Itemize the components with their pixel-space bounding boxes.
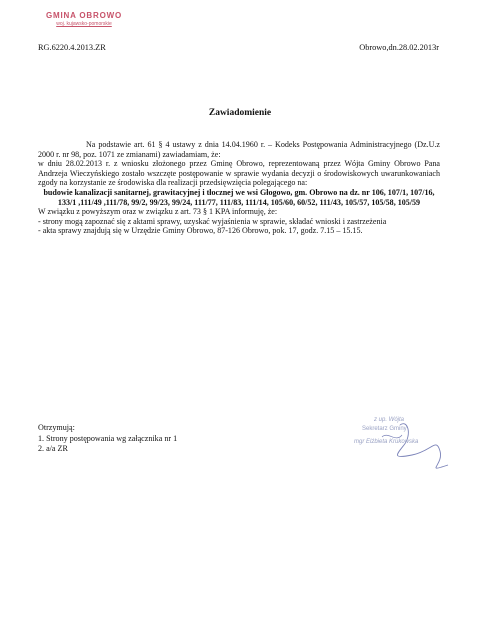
document-body [38,140,440,236]
information-item: - strony mogą zapoznać się z aktami sprawy, uzyskać wyjaśnienia w sprawie, składać wnioski i zastrzeżenia [38,216,387,226]
signature-name: mgr Elżbieta Krukowska [354,439,419,445]
signature-authority: z up. Wójta [374,417,405,423]
recipient-item: 1. Strony postępowania wg załącznika nr 1 [38,433,178,443]
recipient-item: 2. a/a ZR [38,444,68,454]
stamp-municipality: GMINA OBROWO [46,11,122,20]
stamp-province: woj. kujawsko-pomorskie [56,21,112,27]
information-intro: W związku z powyższym oraz w związku z art. 73 § 1 KPA informuję, że: [38,207,278,217]
document-title: Zawiadomienie [208,108,272,118]
signature-stamp [352,415,462,477]
information-item: - akta sprawy znajdują się w Urzędzie Gminy Obrowo, 87-126 Obrowo, pok. 17, godz. 7.15 – 15.15. [38,226,363,236]
signature-scribble [352,415,462,477]
proceedings-paragraph: w dniu 28.02.2013 r. z wniosku złożonego przez Gminę Obrowo, reprezentowaną przez Wójta Gminy Obrowo Pana Andrzeja Wieczyńskiego zostało wszczęte postępowanie w sprawie wydania decyzji o środowiskowych uwarunkowaniach zgody na korzystanie ze środowiska dla realizacji przedsięwzięcia polegającego na: [38,159,440,188]
reference-number: RG.6220.4.2013.ZR [38,43,106,52]
office-stamp [36,11,132,27]
legal-basis-paragraph: Na podstawie art. 61 § 4 ustawy z dnia 14.04.1960 r. – Kodeks Postępowania Administracyjnego (Dz.U.z 2000 r. nr 98, poz. 1071 ze zmianami) zawiadamiam, że: [38,140,440,159]
recipients-list [38,423,177,455]
project-description: budowie kanalizacji sanitarnej, grawitacyjnej i tłocznej we wsi Głogowo, gm. Obrowo na dz. nr 106, 107/1, 107/16, 133/1 ,111/49 ,111/78, 99/2, 99/23, 99/24, 111/77, 111/83, 111/14, 105/60, 60/52, 111/43, 105/57, 105/58, 105/59 [43,187,435,207]
recipients-heading: Otrzymują: [38,423,75,432]
place-and-date: Obrowo,dn.28.02.2013r [359,43,439,52]
signature-position: Sekretarz Gminy [362,426,407,432]
